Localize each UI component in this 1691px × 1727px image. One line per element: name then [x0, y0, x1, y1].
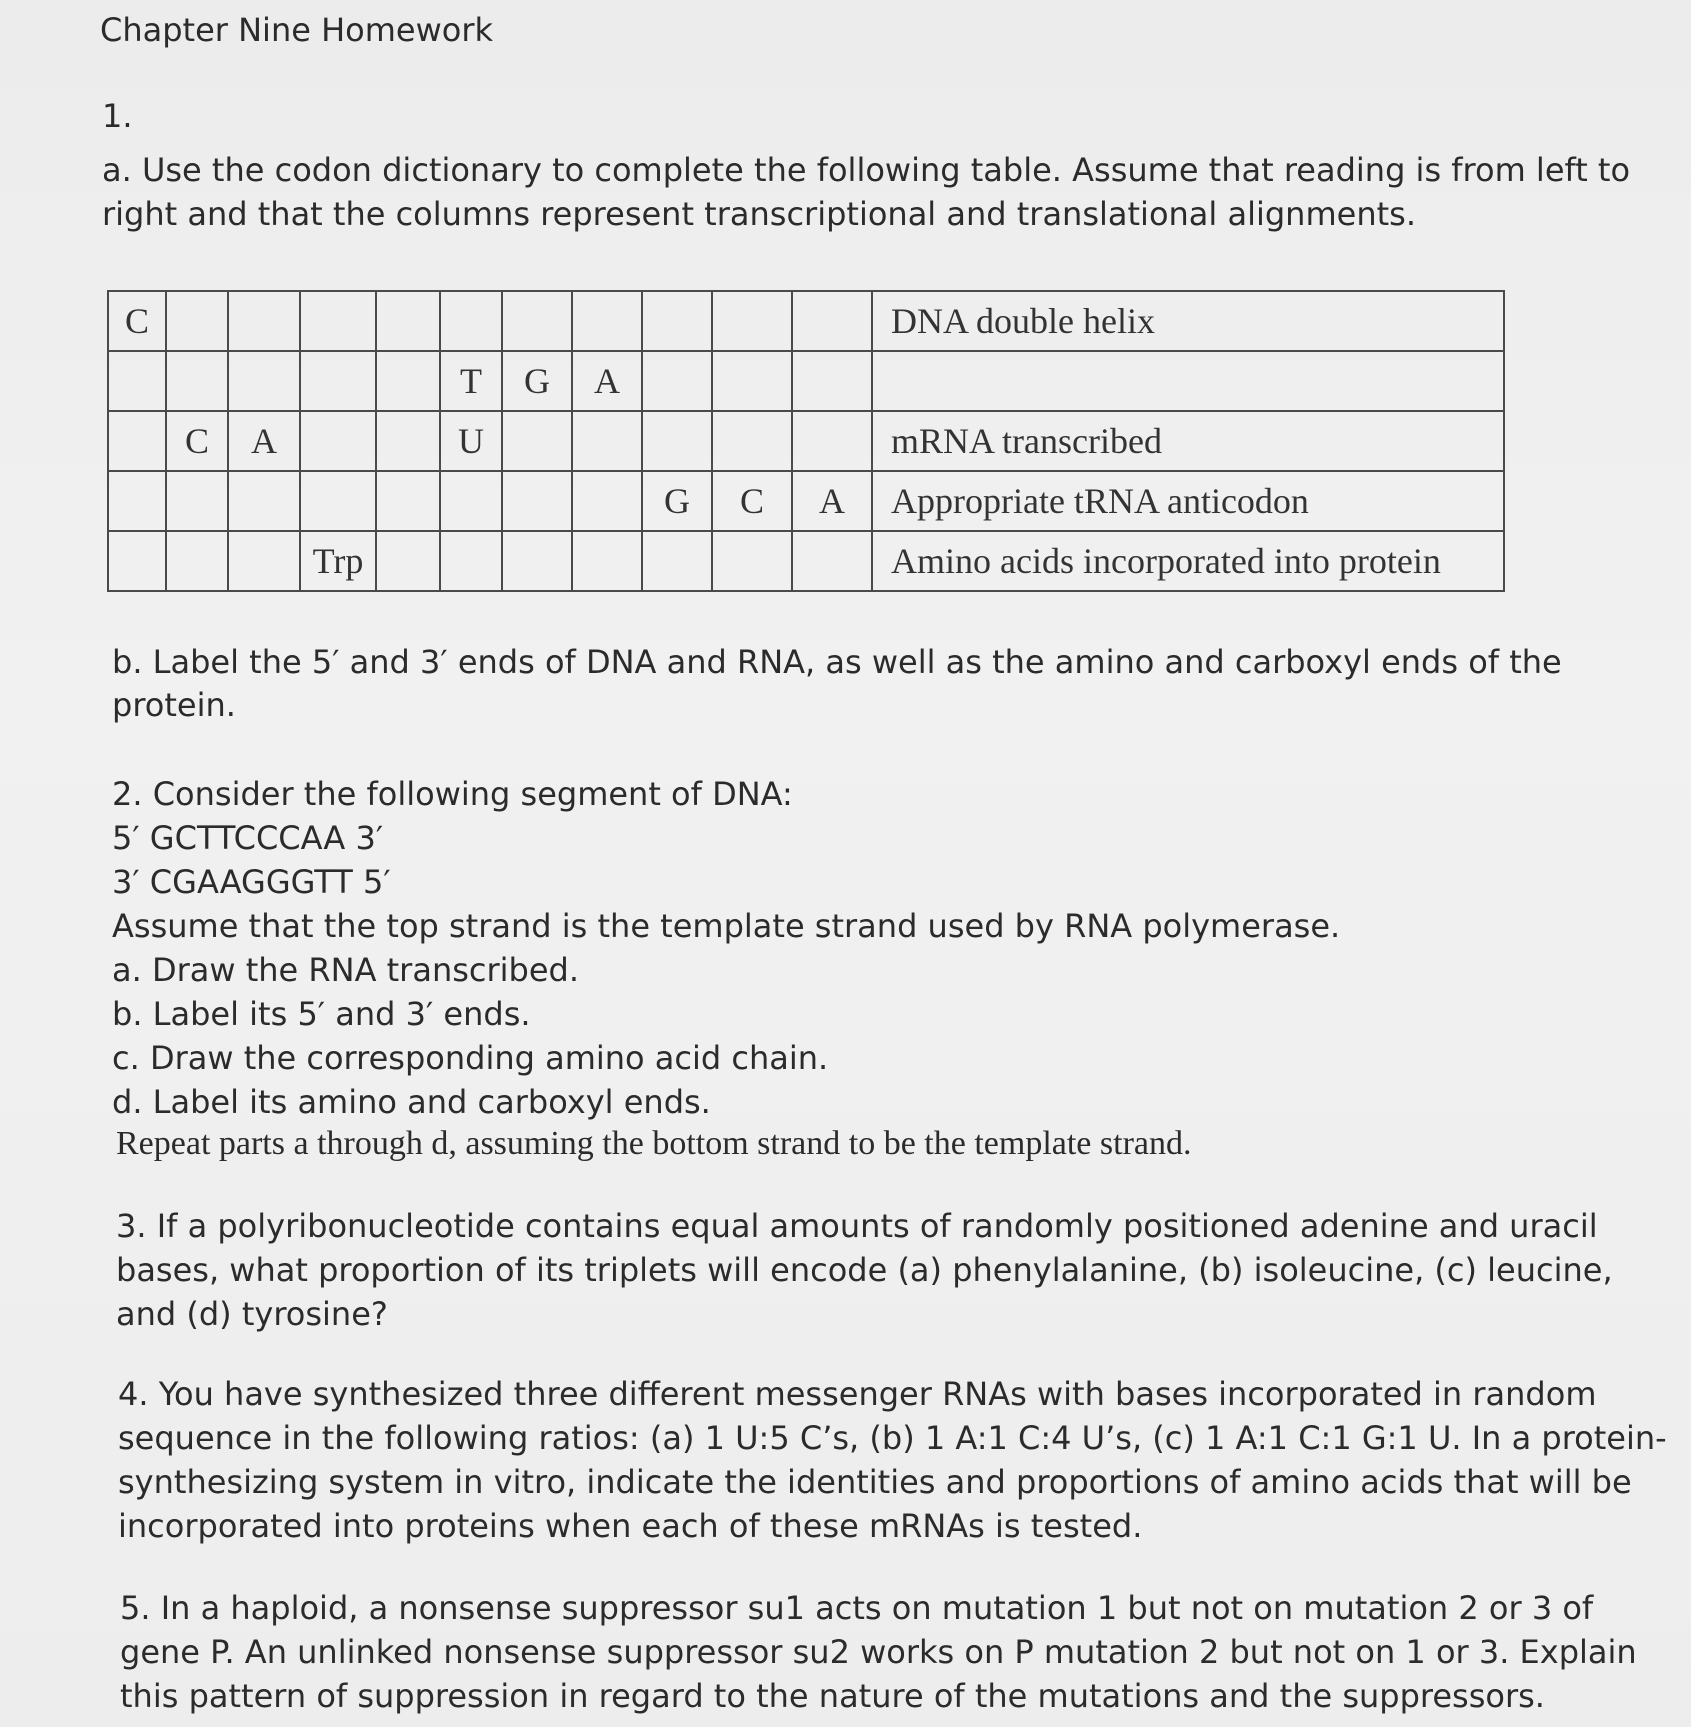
question-4-line4: incorporated into proteins when each of these mRNAs is tested.: [118, 1507, 1143, 1545]
table-cell: [108, 471, 166, 531]
table-row: [108, 411, 1504, 471]
table-cell: [502, 531, 572, 591]
table-cell: [228, 291, 300, 351]
table-cell: [440, 291, 502, 351]
table-cell: [108, 411, 166, 471]
question-1a-text-cont: right and that the columns represent transcriptional and translational alignments.: [102, 195, 1416, 233]
table-cell: A: [572, 351, 642, 411]
table-cell: [642, 531, 712, 591]
table-cell: [572, 291, 642, 351]
table-cell: [572, 471, 642, 531]
table-cell: [228, 531, 300, 591]
table-cell: [502, 291, 572, 351]
table-row-label: Appropriate tRNA anticodon: [872, 471, 1504, 531]
question-2-repeat: Repeat parts a through d, assuming the bottom strand to be the template strand.: [116, 1125, 1192, 1162]
table-cell: [300, 411, 376, 471]
dna-top-strand: 5′ GCTTCCCAA 3′: [112, 819, 384, 857]
table-row: [108, 471, 1504, 531]
table-cell: G: [642, 471, 712, 531]
table-cell: [166, 291, 228, 351]
table-cell: [792, 411, 872, 471]
table-cell: [572, 531, 642, 591]
table-cell: A: [228, 411, 300, 471]
table-cell: [712, 291, 792, 351]
table-cell: [108, 531, 166, 591]
table-row-label: mRNA transcribed: [872, 411, 1504, 471]
table-cell: U: [440, 411, 502, 471]
table-cell: [300, 471, 376, 531]
question-5-line3: this pattern of suppression in regard to the nature of the mutations and the suppressors.: [120, 1677, 1545, 1715]
table-cell: Trp: [300, 531, 376, 591]
table-cell: [376, 411, 440, 471]
table-cell: [440, 471, 502, 531]
table-cell: [642, 411, 712, 471]
question-2-assumption: Assume that the top strand is the template strand used by RNA polymerase.: [112, 907, 1341, 945]
question-1b-text-cont: protein.: [112, 686, 236, 724]
table-row: [108, 351, 1504, 411]
question-5-line2: gene P. An unlinked nonsense suppressor su2 works on P mutation 2 but not on 1 or 3. Explain: [120, 1633, 1637, 1671]
question-2-intro: 2. Consider the following segment of DNA:: [112, 775, 793, 813]
table-cell: T: [440, 351, 502, 411]
table-cell: [572, 411, 642, 471]
table-cell: [300, 351, 376, 411]
table-cell: [166, 351, 228, 411]
table-cell: C: [108, 291, 166, 351]
question-3-line1: 3. If a polyribonucleotide contains equal amounts of randomly positioned adenine and uracil: [116, 1207, 1598, 1245]
table-cell: C: [166, 411, 228, 471]
question-1-number: 1.: [102, 97, 133, 135]
question-3-line3: and (d) tyrosine?: [116, 1295, 388, 1333]
table-cell: [642, 351, 712, 411]
table-cell: [228, 471, 300, 531]
table-cell: [376, 531, 440, 591]
page-title: Chapter Nine Homework: [100, 11, 494, 49]
table-cell: G: [502, 351, 572, 411]
table-cell: [712, 531, 792, 591]
table-cell: [108, 351, 166, 411]
table-cell: [712, 411, 792, 471]
table-cell: [792, 531, 872, 591]
table-row-label: Amino acids incorporated into protein: [872, 531, 1504, 591]
table-row-label: DNA double helix: [872, 291, 1504, 351]
question-3-line2: bases, what proportion of its triplets will encode (a) phenylalanine, (b) isoleucine, (c) leucine,: [116, 1251, 1613, 1289]
question-2c: c. Draw the corresponding amino acid chain.: [112, 1039, 829, 1077]
table-cell: [792, 291, 872, 351]
table-cell: [166, 471, 228, 531]
table-cell: [792, 351, 872, 411]
dna-bottom-strand: 3′ CGAAGGGTT 5′: [112, 863, 391, 901]
table-row: [108, 291, 1504, 351]
table-cell: [502, 471, 572, 531]
table-cell: [642, 291, 712, 351]
table-cell: [440, 531, 502, 591]
table-cell: [376, 291, 440, 351]
table-cell: [228, 351, 300, 411]
table-row-label: [872, 351, 1504, 411]
table-cell: [376, 471, 440, 531]
table-cell: [300, 291, 376, 351]
table-cell: [502, 411, 572, 471]
question-1b-text: b. Label the 5′ and 3′ ends of DNA and RNA, as well as the amino and carboxyl ends of the: [112, 643, 1562, 681]
table-cell: [376, 351, 440, 411]
question-2a: a. Draw the RNA transcribed.: [112, 951, 580, 989]
table-row: [108, 531, 1504, 591]
question-2d: d. Label its amino and carboxyl ends.: [112, 1083, 711, 1121]
table-cell: [166, 531, 228, 591]
table-cell: [712, 351, 792, 411]
question-5-line1: 5. In a haploid, a nonsense suppressor su1 acts on mutation 1 but not on mutation 2 or 3 of: [120, 1589, 1594, 1627]
question-4-line3: synthesizing system in vitro, indicate the identities and proportions of amino acids that will be: [118, 1463, 1632, 1501]
question-2b: b. Label its 5′ and 3′ ends.: [112, 995, 531, 1033]
question-1a-text: a. Use the codon dictionary to complete the following table. Assume that reading is from left to: [102, 151, 1631, 189]
table-cell: A: [792, 471, 872, 531]
table-cell: C: [712, 471, 792, 531]
codon-table: [107, 290, 1505, 592]
question-4-line2: sequence in the following ratios: (a) 1 U:5 C’s, (b) 1 A:1 C:4 U’s, (c) 1 A:1 C:1 G:1 U. In a protein-: [118, 1419, 1667, 1457]
question-4-line1: 4. You have synthesized three different messenger RNAs with bases incorporated in random: [118, 1375, 1597, 1413]
